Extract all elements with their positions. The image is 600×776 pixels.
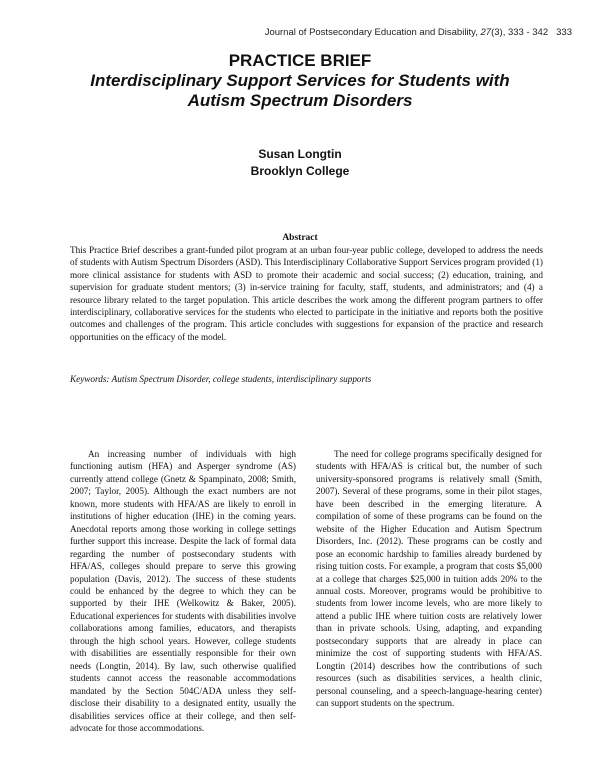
page-number: 333 bbox=[556, 27, 572, 38]
article-title-line-2: Autism Spectrum Disorders bbox=[187, 91, 413, 110]
article-type-label: PRACTICE BRIEF bbox=[228, 51, 372, 70]
article-title-line-1: Interdisciplinary Support Services for Students with bbox=[90, 71, 510, 90]
author-name: Susan Longtin bbox=[258, 147, 342, 161]
keywords-label: Keywords bbox=[70, 374, 107, 384]
abstract-text: This Practice Brief describes a grant-funded pilot program at an urban four-year public college, developed to address the needs of students with Autism Spectrum Disorders (ASD). This Interdisciplinary Collaborative Support Services program provided (1) more clinical assistance for students with ASD to promote their academic and social success; (2) education, training, and supervision for graduate student mentors; (3) in-service training for faculty, staff, students, and administrators; and (4) a resource library related to the target population. This article describes the work among the different program partners to offer interdisciplinary, collaborative services for the students who elected to participate in the initiative and reports both the positive outcomes and challenges of the program. This article concludes with suggestions for expansion of the practice and research opportunities on the efficacy of the model. bbox=[70, 245, 543, 342]
title-block bbox=[40, 51, 560, 111]
author-block bbox=[40, 146, 560, 180]
abstract-heading: Abstract bbox=[282, 233, 318, 243]
journal-name: Journal of Postsecondary Education and Disability, bbox=[264, 27, 481, 38]
journal-issue-pages: (3), 333 - 342 bbox=[491, 27, 549, 38]
keywords-text: : Autism Spectrum Disorder, college students, interdisciplinary supports bbox=[106, 374, 372, 384]
author-affiliation: Brooklyn College bbox=[250, 164, 350, 178]
body-paragraph: An increasing number of individuals with high functioning autism (HFA) and Asperger syndrome (AS) currently attend college (Gnetz & Spampinato, 2008; Smith, 2007; Taylor, 2005). Although the exact numbers are not known, more students with HFA/AS are likely to enroll in institutions of higher education (IHE) in the coming years. Anecdotal reports among those working in college settings further support this increase. Despite the lack of formal data regarding the number of postsecondary students with HFA/AS, colleges should prepare to serve this growing population (Davis, 2012). The success of these students could be enhanced by the degree to which they can be supported by their IHE (Welkowitz & Baker, 2005). Educational experiences for students with disabilities involve collaborations among families, educators, and therapists through the high school years. However, college students with disabilities are essentially responsible for their own needs (Longtin, 2014). By law, such otherwise qualified students cannot access the reasonable accommodations mandated by the Section 504C/ADA unless they self-disclose their disability to a designated entity, usually the disabilities services office at their college, and then self-advocate for those accommodations. bbox=[70, 449, 296, 733]
body-column-right bbox=[316, 448, 542, 710]
body-column-left bbox=[70, 448, 296, 734]
running-head bbox=[150, 27, 572, 38]
journal-volume: 27 bbox=[480, 27, 492, 38]
body-paragraph: The need for college programs specifically designed for students with HFA/AS is critical but, the number of such university-sponsored programs is relatively small (Smith, 2007). Several of these programs, some in their pilot stages, have been described in the emerging literature. A compilation of some of these programs can be found on the website of the Higher Education and Autism Spectrum Disorders, Inc. (2012). These programs can be costly and pose an economic hardship to families already burdened by rising tuition costs. For example, a program that costs $5,000 at a college that charges $25,000 in tuition adds 20% to the annual costs. Moreover, programs would be prohibitive to students from lower income levels, who are more likely to attend a public IHE where tuition costs are relatively lower than in private schools. Using, adapting, and expanding postsecondary supports that are already in place can minimize the cost of supporting students with HFA/AS. Longtin (2014) describes how the contributions of such resources (such as disabilities services, a health clinic, personal counseling, and a speech-language-hearing center) can support students on the spectrum. bbox=[316, 449, 542, 709]
keywords bbox=[70, 374, 543, 384]
